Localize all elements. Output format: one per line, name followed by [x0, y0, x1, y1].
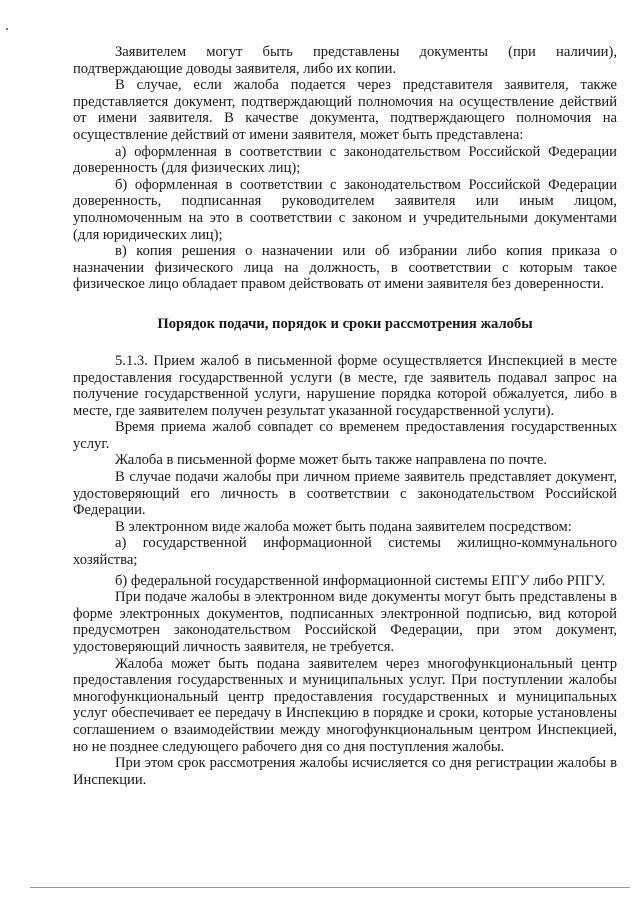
list-item-appointment-copy: в) копия решения о назначении или об избрании либо копия приказа о назначении физического лица на должность, в соответствии с которым такое физическое лицо обладает правом действовать от имени заявителя без доверенности.	[73, 243, 617, 293]
list-item-epgu-rpgu: б) федеральной государственной информационной системы ЕПГУ либо РПГУ.	[115, 572, 606, 589]
document-body	[73, 44, 617, 788]
scan-speck	[6, 28, 8, 30]
paragraph-supporting-documents: Заявителем могут быть представлены документы (при наличии), подтверждающие доводы заявителя, либо их копии.	[73, 44, 617, 77]
paragraph-by-mail: Жалоба в письменной форме может быть также направлена по почте.	[115, 452, 548, 469]
paragraph-electronic-documents: При подаче жалобы в электронном виде документы могут быть представлены в форме электронных документов, подписанных электронной подписью, вид которой предусмотрен законодательством Российской Федерации, при этом документ, удостоверяющий личность заявителя, не требуется.	[73, 589, 617, 655]
paragraph-5-1-3: 5.1.3. Прием жалоб в письменной форме осуществляется Инспекцией в месте предоставления государственной услуги (в месте, где заявитель подавал запрос на получение государственной услуги, нарушение порядка которой обжалуется, либо в месте, где заявителем получен результат указанной государственной услуги).	[73, 352, 617, 419]
paragraph-personal-reception: В случае подачи жалобы при личном приеме заявитель представляет документ, удостоверяющий его личность в соответствии с законодательством Российской Федерации.	[73, 469, 617, 519]
paragraph-electronic-submission: В электронном виде жалоба может быть подана заявителем посредством:	[115, 518, 572, 535]
paragraph-review-term: При этом срок рассмотрения жалобы исчисляется со дня регистрации жалобы в Инспекции.	[73, 755, 617, 788]
list-item-individuals: а) оформленная в соответствии с законодательством Российской Федерации доверенность (для физических лиц);	[73, 143, 617, 177]
section-heading: Порядок подачи, порядок и сроки рассмотрения жалобы	[157, 315, 533, 332]
list-item-gis-zhkh: а) государственной информационной системы жилищно-коммунального хозяйства;	[73, 535, 617, 569]
paragraph-reception-time: Время приема жалоб совпадет со временем предоставления государственных услуг.	[73, 419, 617, 452]
paragraph-representative: В случае, если жалоба подается через представителя заявителя, также представляется документ, подтверждающий полномочия на осуществление действий от имени заявителя. В качестве документа, подтверждающего полномочия на осуществление действий от имени заявителя, может быть представлена:	[73, 77, 617, 143]
paragraph-mfc: Жалоба может быть подана заявителем через многофункциональный центр предоставления государственных и муниципальных услуг. При поступлении жалобы многофункциональный центр предоставления государственных и муниципальных услуг обеспечивает ее передачу в Инспекцию в порядке и сроки, которые установлены соглашением о взаимодействии между многофункциональным центром Инспекцией, но не позднее следующего рабочего дня со дня поступления жалобы.	[73, 655, 617, 755]
list-item-legal-entities: б) оформленная в соответствии с законодательством Российской Федерации доверенность, подписанная руководителем заявителя или иным лицом, уполномоченным на это в соответствии с законом и учредительными документами (для юридических лиц);	[73, 176, 617, 243]
page-bottom-rule	[30, 887, 630, 888]
